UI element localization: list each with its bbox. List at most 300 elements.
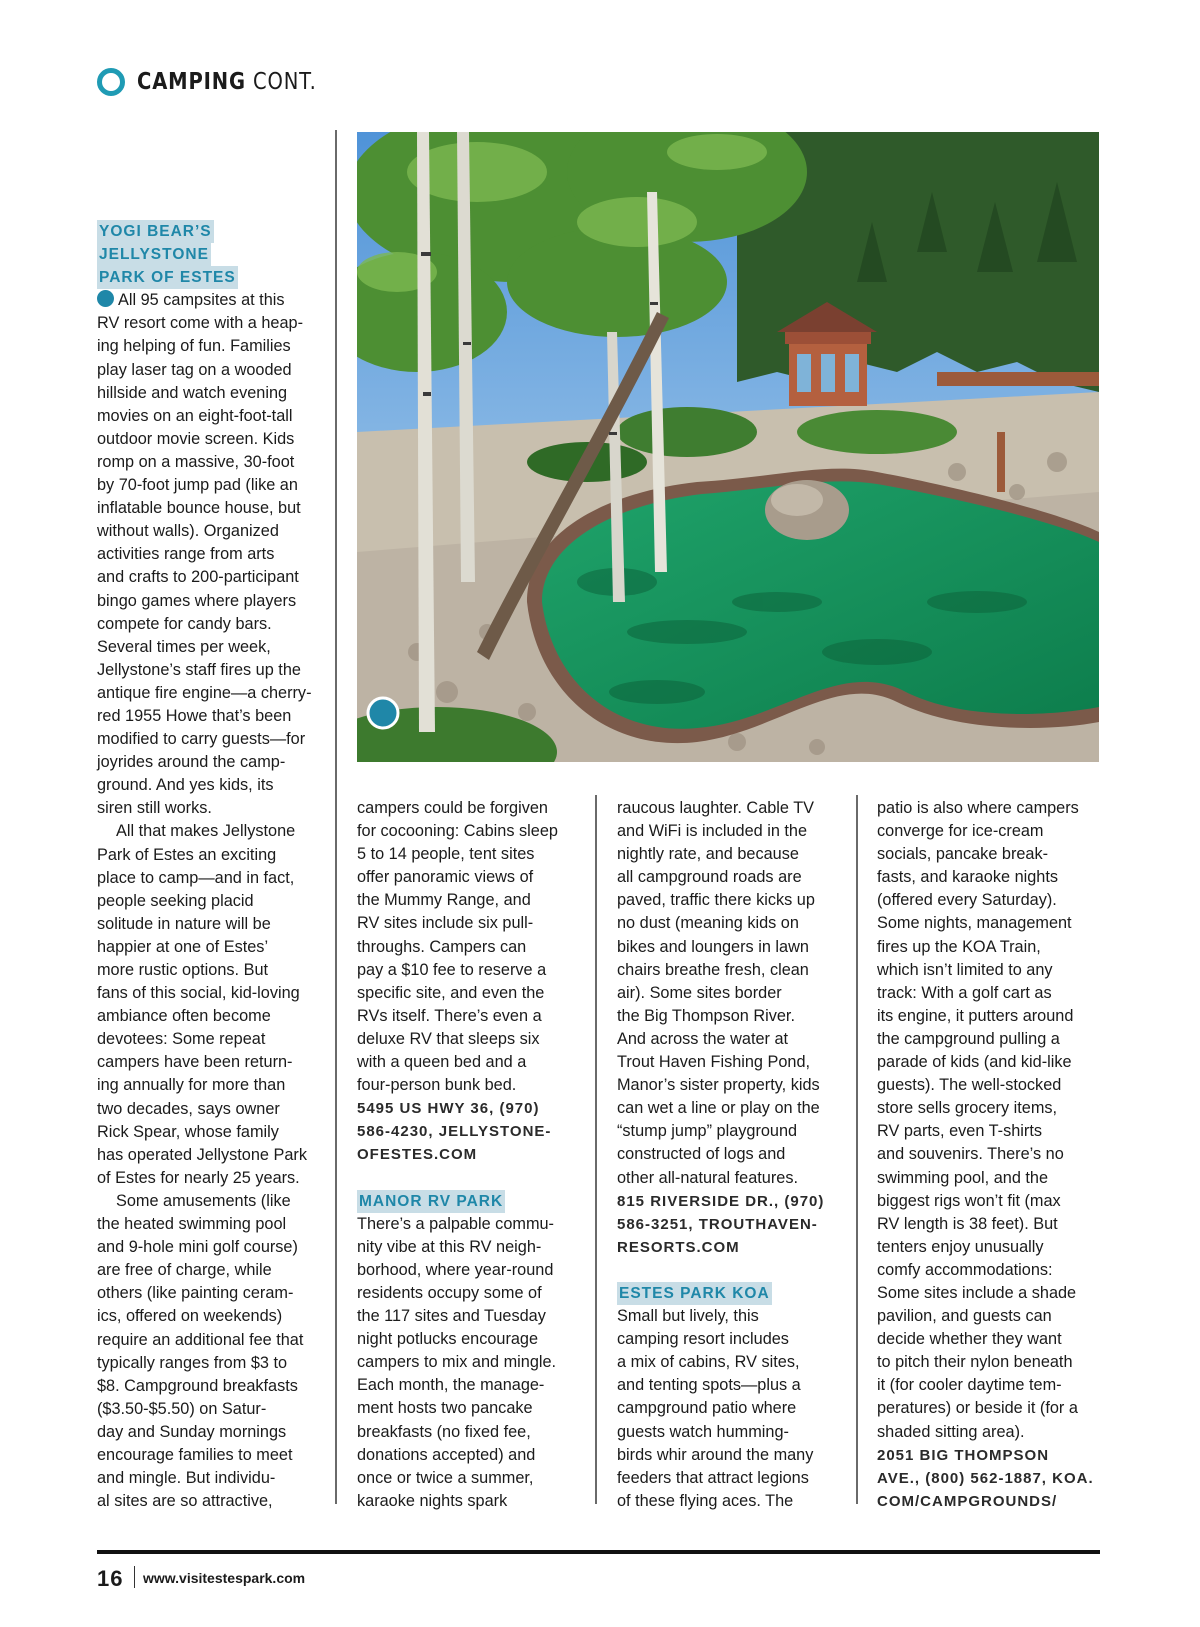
body-text-line	[617, 1167, 847, 1190]
body-text: Trout Haven Fishing Pond,	[617, 1053, 811, 1072]
column-2	[357, 797, 587, 1513]
body-text-line	[97, 913, 322, 936]
body-text: 5 to 14 people, tent sites	[357, 845, 535, 864]
body-text-line	[97, 1121, 322, 1144]
body-text: swimming pool, and the	[877, 1168, 1049, 1187]
body-text: pay a $10 fee to reserve a	[357, 960, 547, 979]
body-text: tenters enjoy unusually	[877, 1237, 1044, 1256]
body-text: play laser tag on a wooded	[97, 360, 292, 379]
body-text-line	[877, 1282, 1107, 1305]
body-text: campers could be forgiven	[357, 799, 548, 817]
body-text: parade of kids (and kid-like	[877, 1053, 1072, 1072]
address-text: 586-4230, JELLYSTONE-	[357, 1123, 552, 1141]
body-text-line	[877, 1190, 1107, 1213]
body-text: Some nights, management	[877, 914, 1072, 933]
body-text-line	[97, 1398, 322, 1421]
column-rule-3	[856, 795, 858, 1504]
body-text: require an additional fee that	[97, 1330, 304, 1349]
body-text: activities range from arts	[97, 545, 275, 564]
body-text: offer panoramic views of	[357, 868, 534, 887]
page-number: 16	[97, 1566, 124, 1591]
body-text-line	[617, 912, 847, 935]
body-text-line	[617, 820, 847, 843]
body-text: outdoor movie screen. Kids	[97, 429, 295, 448]
body-text: Some sites include a shade	[877, 1283, 1077, 1302]
body-text: and mingle. But individu-	[97, 1469, 276, 1488]
body-text: happier at one of Estes’	[97, 937, 269, 956]
body-text: red 1955 Howe that’s been	[97, 706, 292, 725]
body-text-line	[357, 866, 587, 889]
body-text-line	[617, 982, 847, 1005]
address-line	[357, 1120, 587, 1143]
body-text-line	[617, 1467, 847, 1490]
body-text: breakfasts (no fixed fee,	[357, 1422, 531, 1441]
body-text: camping resort includes	[617, 1330, 789, 1349]
body-text: ambiance often become	[97, 1007, 271, 1026]
body-text: chairs breathe fresh, clean	[617, 960, 809, 979]
body-text: converge for ice-cream	[877, 822, 1044, 841]
body-text: shaded sitting area).	[877, 1422, 1025, 1441]
body-text: fires up the KOA Train,	[877, 937, 1041, 956]
body-text-line	[617, 1005, 847, 1028]
body-text-line	[877, 1143, 1107, 1166]
body-text: campers to mix and mingle.	[357, 1353, 557, 1372]
circle-marker-icon	[368, 698, 398, 728]
body-text-line	[97, 382, 322, 405]
body-text-line	[877, 1051, 1107, 1074]
body-text-line	[97, 867, 322, 890]
address-line	[617, 1213, 847, 1236]
body-text: borhood, where year-round	[357, 1260, 554, 1279]
body-text-line	[357, 1028, 587, 1051]
address-text: OFESTES.COM	[357, 1146, 478, 1164]
body-text-line	[97, 982, 322, 1005]
body-text-line	[97, 1490, 322, 1513]
body-text-line	[357, 936, 587, 959]
body-text: and 9-hole mini golf course)	[97, 1238, 298, 1257]
mini-golf-illustration	[357, 132, 1099, 762]
body-text: Jellystone’s staff fires up the	[97, 660, 301, 679]
body-text: deluxe RV that sleeps six	[357, 1029, 540, 1048]
body-text-line	[877, 1097, 1107, 1120]
body-text-line	[877, 982, 1107, 1005]
body-text: fasts, and karaoke nights	[877, 868, 1059, 887]
body-text-line	[97, 543, 322, 566]
column-rule-1	[335, 130, 337, 1504]
body-text: antique fire engine—a cherry-	[97, 683, 312, 702]
body-text-line	[617, 936, 847, 959]
body-text-line	[877, 1305, 1107, 1328]
body-text: Each month, the manage-	[357, 1376, 545, 1395]
body-text-line	[357, 820, 587, 843]
section-heading: ESTES PARK KOA	[617, 1282, 772, 1305]
body-text: nightly rate, and because	[617, 845, 799, 864]
address-line	[877, 1490, 1107, 1513]
section-title-suffix: CONT.	[245, 69, 317, 95]
body-text-line	[97, 705, 322, 728]
body-text-line	[97, 1167, 322, 1190]
body-text-line	[617, 1097, 847, 1120]
body-text-line	[877, 1259, 1107, 1282]
body-text: the heated swimming pool	[97, 1215, 287, 1234]
body-text: bikes and loungers in lawn	[617, 937, 809, 956]
body-text: biggest rigs won’t fit (max	[877, 1191, 1061, 1210]
body-text: night potlucks encourage	[357, 1330, 539, 1349]
body-text: al sites are so attractive,	[97, 1492, 273, 1511]
body-text-line	[357, 1051, 587, 1074]
body-text-line	[97, 1375, 322, 1398]
body-text-line	[97, 728, 322, 751]
body-text: store sells grocery items,	[877, 1099, 1058, 1118]
body-text-line	[617, 1074, 847, 1097]
body-text: RV sites include six pull-	[357, 914, 534, 933]
body-text-line	[97, 636, 322, 659]
body-text-line	[357, 1374, 587, 1397]
body-text: And across the water at	[617, 1029, 789, 1048]
body-text: once or twice a summer,	[357, 1468, 534, 1487]
body-text-line	[357, 1328, 587, 1351]
body-text: All 95 campsites at this	[118, 291, 285, 310]
body-text-line	[357, 1236, 587, 1259]
address-text: RESORTS.COM	[617, 1238, 740, 1256]
body-text-line	[97, 890, 322, 913]
address-line	[877, 1467, 1107, 1490]
body-text-line	[97, 936, 322, 959]
body-text: guests). The well-stocked	[877, 1076, 1062, 1095]
body-text-line	[357, 959, 587, 982]
body-text: people seeking placid	[97, 891, 254, 910]
body-text: All that makes Jellystone	[116, 822, 296, 841]
section-heading: MANOR RV PARK	[357, 1190, 505, 1213]
body-text: more rustic options. But	[97, 961, 269, 979]
body-text-line	[97, 289, 322, 312]
section-heading: JELLYSTONE	[97, 243, 211, 266]
body-text-line	[357, 1421, 587, 1444]
circle-bullet-icon	[97, 68, 125, 96]
body-text-line	[877, 1236, 1107, 1259]
body-text-line	[877, 959, 1107, 982]
address-text: AVE., (800) 562-1887, KOA.	[877, 1469, 1094, 1487]
body-text: four-person bunk bed.	[357, 1076, 517, 1095]
body-text: ing helping of fun. Families	[97, 337, 291, 356]
section-title-main: CAMPING	[137, 69, 246, 95]
body-text: pavilion, and guests can	[877, 1307, 1052, 1326]
body-text: the campground pulling a	[877, 1029, 1060, 1048]
body-text-line	[617, 1259, 847, 1282]
body-text-line	[877, 820, 1107, 843]
section-heading-line	[357, 1190, 587, 1213]
address-text: 5495 US HWY 36, (970)	[357, 1100, 540, 1118]
body-text-line	[617, 1120, 847, 1143]
body-text-line	[357, 1259, 587, 1282]
body-text-line	[357, 1467, 587, 1490]
body-text: and WiFi is included in the	[617, 822, 808, 841]
body-text: for cocooning: Cabins sleep	[357, 822, 558, 841]
body-text: others (like painting ceram-	[97, 1284, 294, 1303]
body-text: the Big Thompson River.	[617, 1006, 795, 1025]
body-text-line	[97, 613, 322, 636]
body-text-line	[617, 797, 847, 820]
body-text-line	[357, 1490, 587, 1513]
body-text: air). Some sites border	[617, 983, 782, 1002]
body-text: There’s a palpable commu-	[357, 1214, 554, 1233]
body-text: joyrides around the camp-	[97, 753, 286, 772]
body-text-line	[877, 1328, 1107, 1351]
body-text: devotees: Some repeat	[97, 1030, 266, 1049]
body-text-line	[617, 866, 847, 889]
section-heading-line	[617, 1282, 847, 1305]
body-text: romp on a massive, 30-foot	[97, 452, 295, 471]
body-text-line	[97, 590, 322, 613]
body-text: by 70-foot jump pad (like an	[97, 476, 298, 495]
body-text: nity vibe at this RV neigh-	[357, 1237, 542, 1256]
body-text: other all-natural features.	[617, 1168, 799, 1187]
body-text: campground patio where	[617, 1399, 797, 1418]
body-text: are free of charge, while	[97, 1261, 272, 1280]
body-text: of these flying aces. The	[617, 1491, 794, 1510]
body-text: place to camp—and in fact,	[97, 868, 295, 887]
address-line	[357, 1143, 587, 1166]
body-text: solitude in nature will be	[97, 914, 271, 933]
body-text-line	[357, 912, 587, 935]
section-title	[137, 69, 317, 95]
body-text: encourage families to meet	[97, 1445, 293, 1464]
body-text: of Estes for nearly 25 years.	[97, 1168, 300, 1187]
body-text: raucous laughter. Cable TV	[617, 799, 815, 817]
section-heading-line	[97, 266, 322, 289]
body-text-line	[97, 1259, 322, 1282]
body-text: guests watch humming-	[617, 1422, 789, 1441]
body-text-line	[617, 1351, 847, 1374]
body-text: ment hosts two pancake	[357, 1399, 533, 1418]
address-line	[877, 1444, 1107, 1467]
body-text-line	[877, 1421, 1107, 1444]
body-text: which isn’t limited to any	[877, 960, 1053, 979]
body-text-line	[97, 659, 322, 682]
body-text: throughs. Campers can	[357, 937, 527, 956]
body-text: ics, offered on weekends)	[97, 1307, 283, 1326]
body-text: (offered every Saturday).	[877, 891, 1057, 910]
body-text: bingo games where players	[97, 591, 297, 610]
body-text: siren still works.	[97, 799, 212, 818]
body-text-line	[877, 936, 1107, 959]
body-text-line	[97, 1190, 322, 1213]
body-text: paved, traffic there kicks up	[617, 891, 815, 910]
body-text: and souvenirs. There’s no	[877, 1145, 1064, 1164]
body-text: and crafts to 200-participant	[97, 568, 299, 587]
body-text-line	[357, 1305, 587, 1328]
address-line	[357, 1097, 587, 1120]
body-text-line	[97, 1305, 322, 1328]
body-text: a mix of cabins, RV sites,	[617, 1353, 800, 1372]
footer-separator	[134, 1566, 135, 1588]
body-text-line	[617, 1305, 847, 1328]
body-text: can wet a line or play on the	[617, 1099, 820, 1118]
body-text-line	[97, 1144, 322, 1167]
body-text-line	[357, 889, 587, 912]
body-text: and tenting spots—plus a	[617, 1376, 801, 1395]
body-text-line	[877, 1074, 1107, 1097]
address-text: 815 RIVERSIDE DR., (970)	[617, 1192, 825, 1210]
body-text-line	[877, 1120, 1107, 1143]
body-text-line	[357, 1444, 587, 1467]
body-text-line	[357, 797, 587, 820]
body-text-line	[357, 1005, 587, 1028]
body-text: comfy accommodations:	[877, 1260, 1053, 1279]
body-text-line	[97, 474, 322, 497]
body-text: modified to carry guests—for	[97, 730, 306, 749]
body-text: karaoke nights spark	[357, 1491, 508, 1510]
body-text-line	[617, 1143, 847, 1166]
body-text: movies on an eight-foot-tall	[97, 406, 293, 425]
body-text-line	[97, 1329, 322, 1352]
body-text-line	[97, 1467, 322, 1490]
body-text-line	[357, 1167, 587, 1190]
body-text-line	[97, 1028, 322, 1051]
body-text-line	[97, 1098, 322, 1121]
column-rule-2	[595, 795, 597, 1504]
body-text-line	[97, 1282, 322, 1305]
address-text: 586-3251, TROUTHAVEN-	[617, 1215, 818, 1233]
body-text: track: With a golf cart as	[877, 983, 1052, 1002]
body-text: Some amusements (like	[116, 1191, 291, 1210]
body-text: feeders that attract legions	[617, 1468, 809, 1487]
address-line	[617, 1190, 847, 1213]
body-text: two decades, says owner	[97, 1099, 280, 1118]
body-text-line	[877, 797, 1107, 820]
body-text-line	[97, 428, 322, 451]
body-text-line	[357, 1397, 587, 1420]
body-text: the 117 sites and Tuesday	[357, 1307, 546, 1326]
body-text: decide whether they want	[877, 1330, 1062, 1349]
section-heading: YOGI BEAR’S	[97, 220, 214, 243]
body-text: Manor’s sister property, kids	[617, 1076, 820, 1095]
body-text: typically ranges from $3 to	[97, 1353, 288, 1372]
address-text: COM/CAMPGROUNDS/	[877, 1492, 1058, 1510]
body-text-line	[97, 959, 322, 982]
body-text: to pitch their nylon beneath	[877, 1353, 1073, 1372]
body-text-line	[97, 1352, 322, 1375]
body-text-line	[877, 889, 1107, 912]
body-text: its engine, it putters around	[877, 1006, 1074, 1025]
address-text: 2051 BIG THOMPSON	[877, 1446, 1050, 1464]
body-text: with a queen bed and a	[357, 1053, 527, 1072]
body-text-line	[877, 1351, 1107, 1374]
body-text: birds whir around the many	[617, 1445, 814, 1464]
body-text: “stump jump” playground	[617, 1122, 798, 1141]
body-text-line	[97, 1213, 322, 1236]
body-text: socials, pancake break-	[877, 845, 1049, 864]
body-text-line	[97, 566, 322, 589]
body-text-line	[97, 820, 322, 843]
body-text-line	[877, 1397, 1107, 1420]
address-line	[617, 1236, 847, 1259]
body-text: Park of Estes an exciting	[97, 845, 277, 864]
body-text-line	[97, 451, 322, 474]
body-text-line	[97, 312, 322, 335]
body-text-line	[357, 982, 587, 1005]
body-text: Small but lively, this	[617, 1307, 759, 1326]
body-text: $8. Campground breakfasts	[97, 1376, 298, 1395]
body-text-line	[877, 1005, 1107, 1028]
body-text: Rick Spear, whose family	[97, 1122, 279, 1141]
column-4	[877, 797, 1107, 1513]
body-text-line	[97, 774, 322, 797]
body-text-line	[97, 1421, 322, 1444]
body-text: ($3.50-$5.50) on Satur-	[97, 1399, 267, 1418]
body-text: campers have been return-	[97, 1053, 293, 1072]
body-text: specific site, and even the	[357, 983, 545, 1002]
body-text-line	[97, 844, 322, 867]
body-text-line	[97, 751, 322, 774]
body-text-line	[357, 1213, 587, 1236]
body-text-line	[877, 1167, 1107, 1190]
body-text-line	[97, 520, 322, 543]
body-text: the Mummy Range, and	[357, 891, 531, 910]
body-text: ground. And yes kids, its	[97, 776, 274, 795]
body-text: fans of this social, kid-loving	[97, 984, 300, 1003]
body-text-line	[877, 1374, 1107, 1397]
body-text-line	[97, 497, 322, 520]
body-text-line	[97, 797, 322, 820]
body-text: RV parts, even T-shirts	[877, 1122, 1042, 1141]
section-header	[97, 64, 348, 100]
section-heading-line	[97, 220, 322, 243]
body-text-line	[97, 1444, 322, 1467]
body-text: compete for candy bars.	[97, 614, 272, 633]
body-text-line	[877, 843, 1107, 866]
body-text-line	[357, 1074, 587, 1097]
body-text: RVs itself. There’s even a	[357, 1006, 542, 1025]
body-text: residents occupy some of	[357, 1283, 542, 1302]
body-text-line	[877, 1028, 1107, 1051]
body-text-line	[97, 1005, 322, 1028]
body-text-line	[357, 1282, 587, 1305]
body-text-line	[617, 1374, 847, 1397]
body-text-line	[97, 1074, 322, 1097]
body-text: patio is also where campers	[877, 799, 1079, 817]
body-text: peratures) or beside it (for a	[877, 1399, 1078, 1418]
body-text-line	[877, 866, 1107, 889]
body-text-line	[617, 1421, 847, 1444]
body-text-line	[97, 335, 322, 358]
body-text-line	[97, 682, 322, 705]
body-text-line	[617, 843, 847, 866]
section-heading-line	[97, 243, 322, 266]
body-text-line	[617, 889, 847, 912]
body-text-line	[877, 912, 1107, 935]
column-3	[617, 797, 847, 1513]
footer-rule	[97, 1550, 1100, 1554]
body-text-line	[97, 359, 322, 382]
body-text: hillside and watch evening	[97, 383, 288, 402]
body-text-line	[617, 1397, 847, 1420]
body-text: inflatable bounce house, but	[97, 499, 301, 518]
body-text: has operated Jellystone Park	[97, 1145, 307, 1164]
body-text-line	[357, 843, 587, 866]
bullet-dot-icon	[97, 290, 114, 307]
body-text-line	[357, 1351, 587, 1374]
body-text-line	[617, 1444, 847, 1467]
body-text-line	[97, 1236, 322, 1259]
mini-golf-photo	[357, 132, 1099, 762]
body-text-line	[97, 405, 322, 428]
body-text-line	[877, 1213, 1107, 1236]
body-text: constructed of logs and	[617, 1145, 786, 1164]
body-text: it (for cooler daytime tem-	[877, 1376, 1062, 1395]
body-text: Several times per week,	[97, 637, 271, 656]
body-text: no dust (meaning kids on	[617, 914, 799, 933]
